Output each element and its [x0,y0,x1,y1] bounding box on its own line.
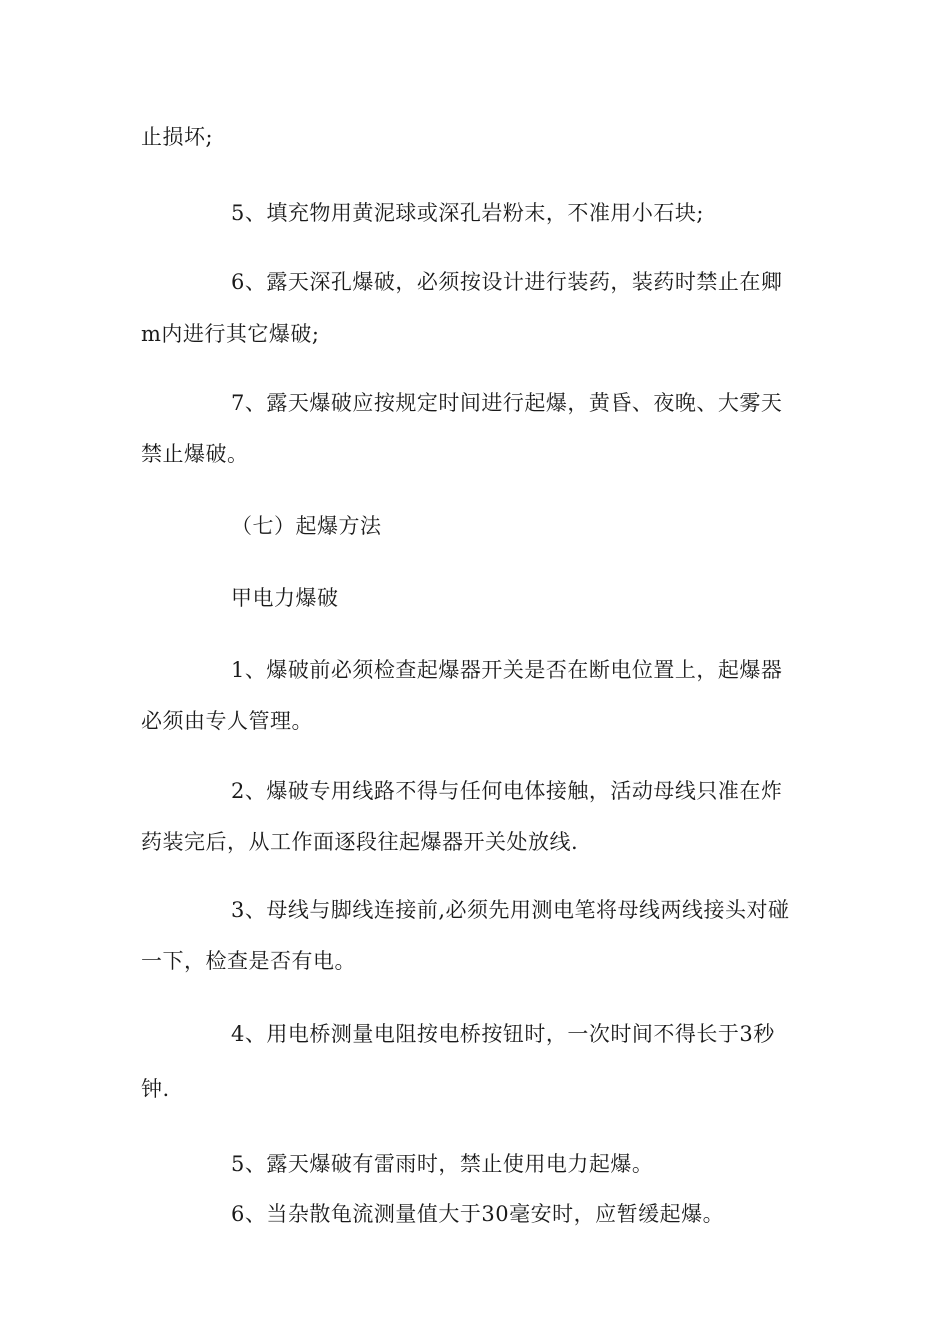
text-line: 1、爆破前必须检查起爆器开关是否在断电位置上，起爆器 [231,658,783,682]
text-line: 3、母线与脚线连接前,必须先用测电笔将母线两线接头对碰 [231,898,790,922]
text-line: 4、用电桥测量电阻按电桥按钮时，一次时间不得长于3秒 [231,1022,775,1046]
text-line: 5、填充物用黄泥球或深孔岩粉末，不准用小石块; [231,201,704,225]
text-line: 6、露天深孔爆破，必须按设计进行装药，装药时禁止在卿 [231,270,783,294]
text-line: 禁止爆破。 [141,442,249,466]
text-line: 6、当杂散龟流测量值大于30毫安时，应暂缓起爆。 [231,1202,725,1226]
text-line: 钟. [141,1077,170,1101]
text-line: 一下，检查是否有电。 [141,949,356,973]
subsection-heading: 甲电力爆破 [231,586,339,610]
section-heading: （七）起爆方法 [231,514,382,538]
text-line: 药装完后，从工作面逐段往起爆器开关处放线. [141,830,579,854]
text-line: m内进行其它爆破; [141,322,320,346]
text-line: 止损坏; [141,125,214,149]
text-line: 必须由专人管理。 [141,709,313,733]
text-line: 5、露天爆破有雷雨时，禁止使用电力起爆。 [231,1152,654,1176]
text-line: 2、爆破专用线路不得与任何电体接触，活动母线只准在炸 [231,779,783,803]
text-line: 7、露天爆破应按规定时间进行起爆，黄昏、夜晚、大雾天 [231,391,783,415]
